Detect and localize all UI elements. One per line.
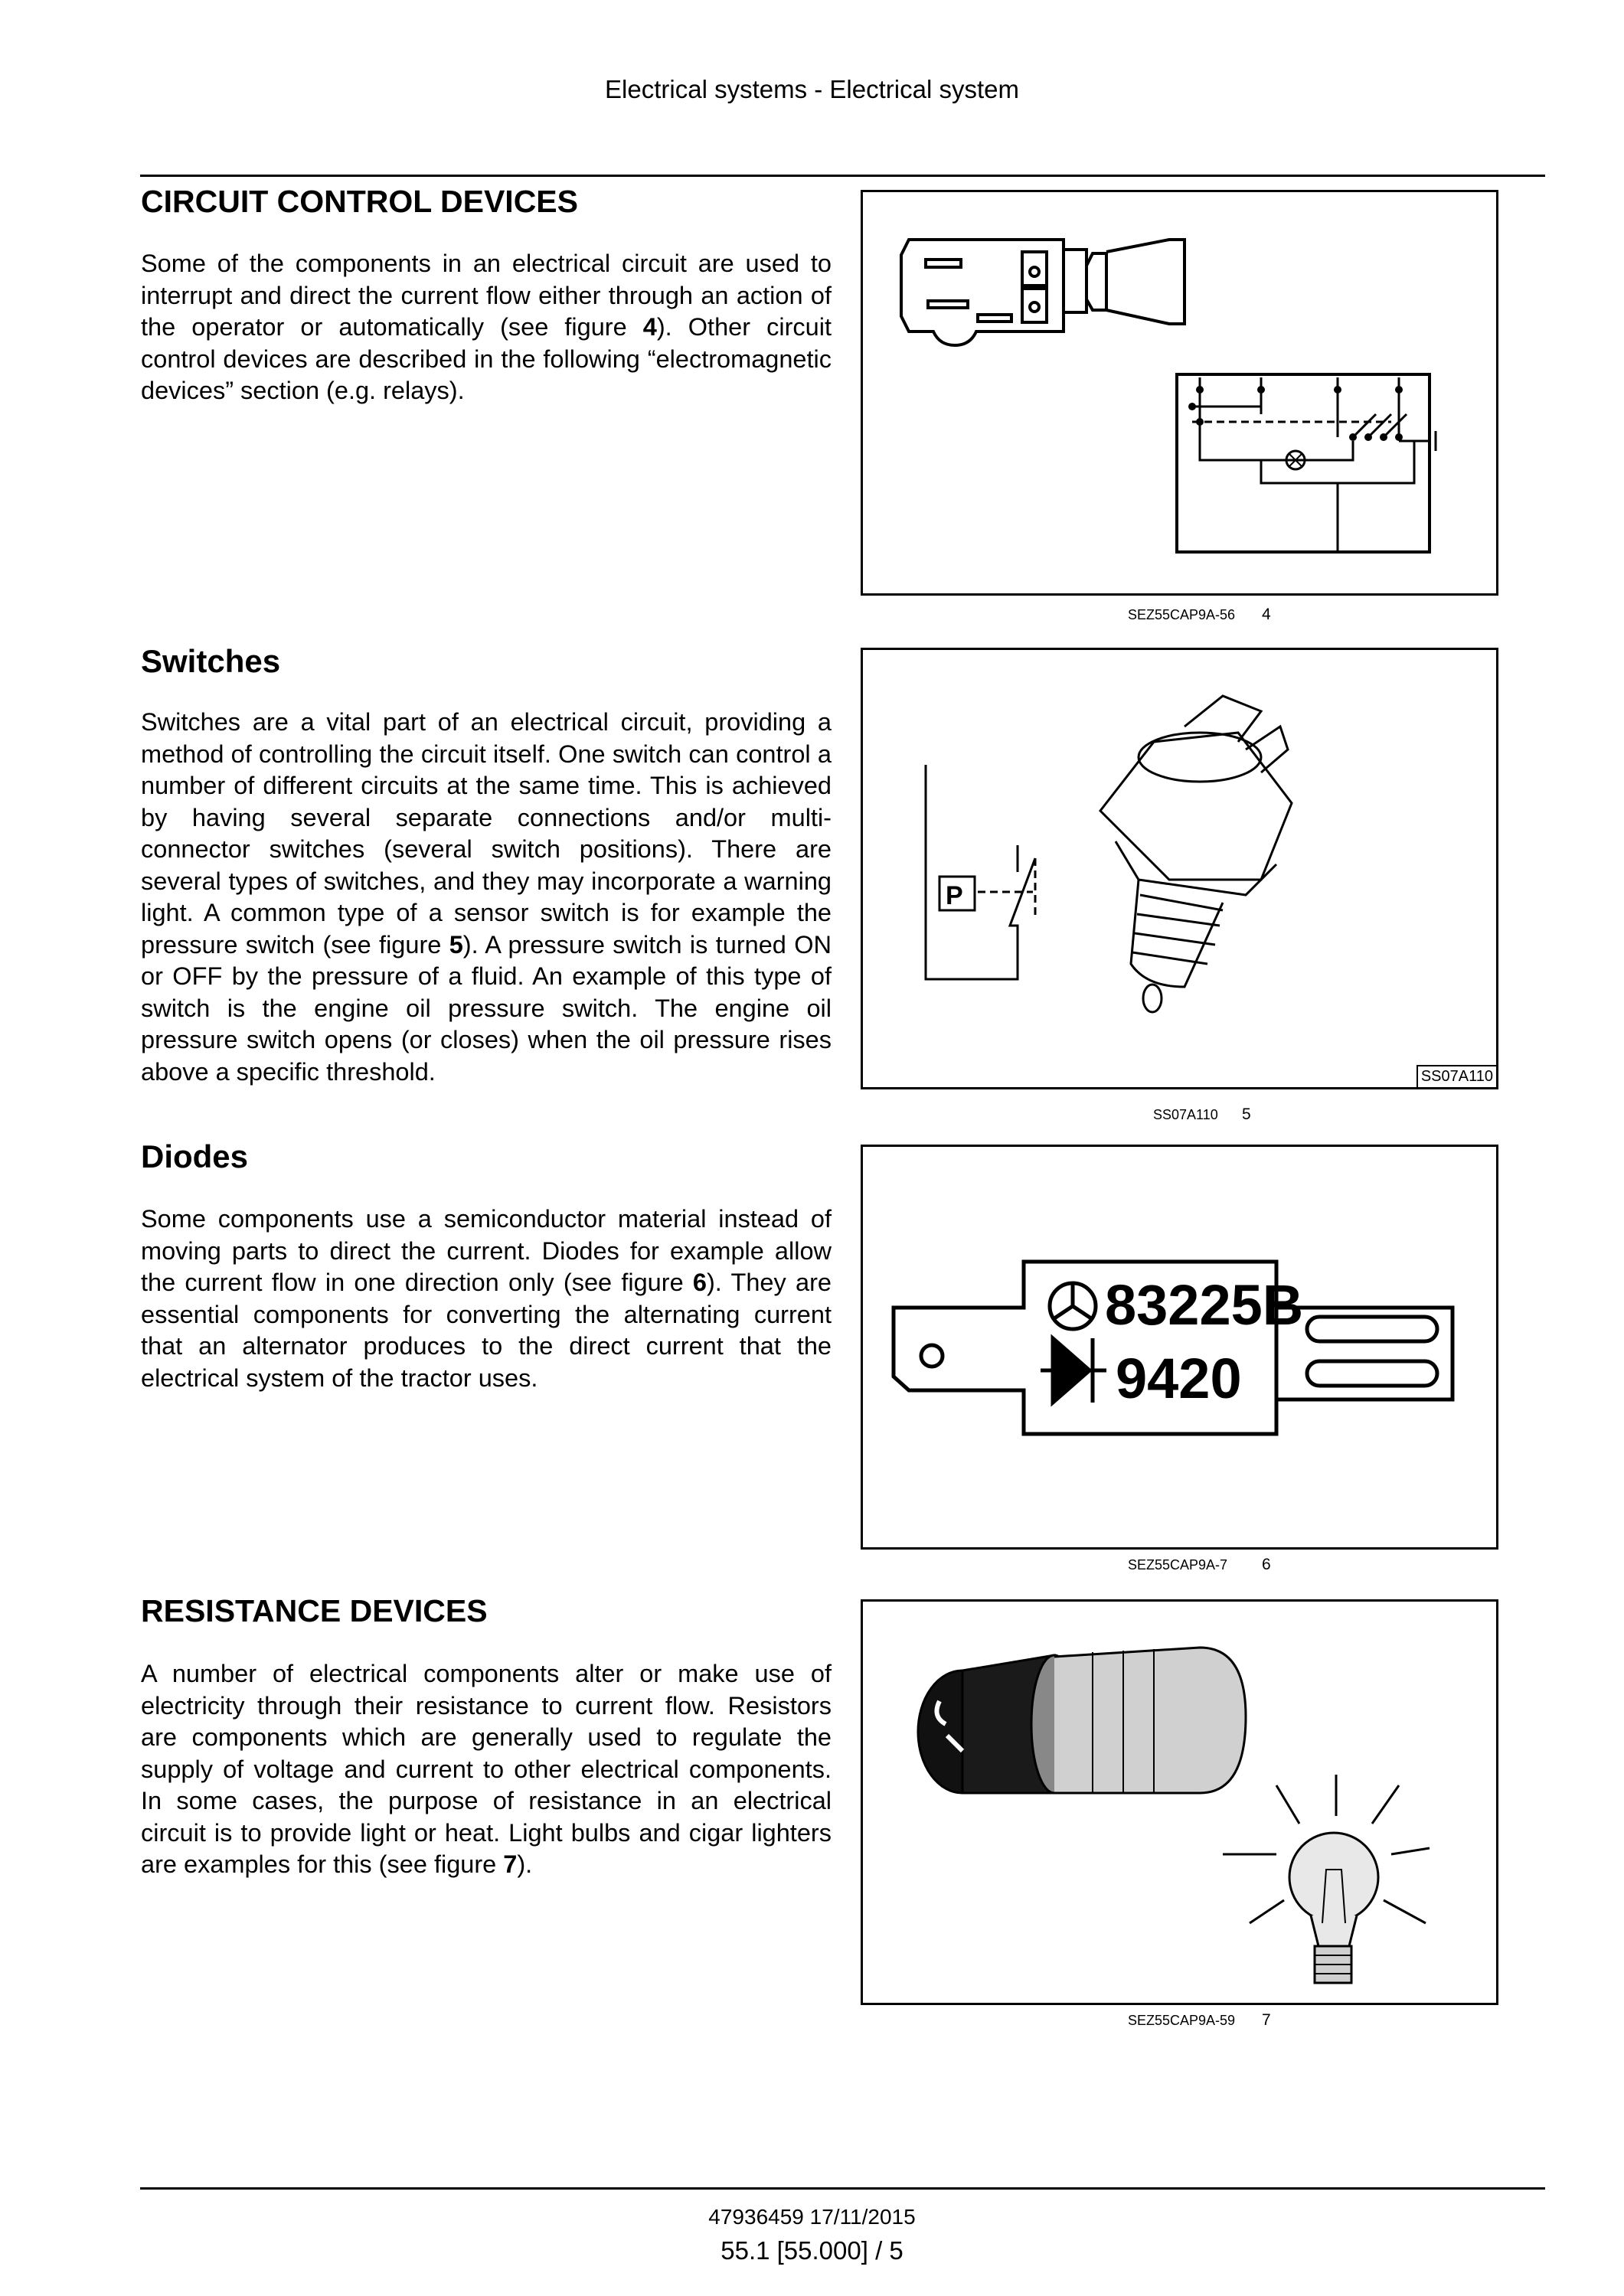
figure-7-code: SEZ55CAP9A-59 xyxy=(1128,2013,1236,2028)
heading-diodes: Diodes xyxy=(141,1138,249,1174)
paragraph-text: A number of electrical components alter or make use of electricity through their resistance to current flow. Resistors are components which are generally used to regulate the supply of voltage and current to other electrical components. In some cases, the purpose of resistance in an electrical circuit is to provide light or heat. Light bulbs and cigar lighters are examples for this (see figure xyxy=(141,1660,832,1878)
figure-5-number: 5 xyxy=(1242,1106,1251,1123)
figure-6-number: 6 xyxy=(1262,1556,1271,1573)
footer-rule xyxy=(140,2187,1545,2190)
figure-5-pressure-switch xyxy=(861,648,1498,1089)
header-rule xyxy=(140,175,1545,177)
figure-6-code: SEZ55CAP9A-7 xyxy=(1128,1557,1228,1573)
figure-reference[interactable]: 5 xyxy=(449,930,463,959)
paragraph-text: ). xyxy=(517,1850,533,1878)
figure-7-lighter-and-bulb xyxy=(861,1599,1498,2005)
paragraph-text: Some of the components in an electrical circuit are used to interrupt and direct the current flow either through an action of the operator or automatically (see figure xyxy=(141,250,832,341)
paragraph-text: ). Other circuit control devices are described in the following “electromagnetic devices” section (e.g. relays). xyxy=(141,313,832,404)
heading-switches: Switches xyxy=(141,643,281,679)
diode-drawing xyxy=(863,1147,1501,1552)
switch-and-circuit-drawing xyxy=(863,192,1501,598)
paragraph-text: Switches are a vital part of an electrical circuit, providing a method of controlling the circuit itself. One switch can control a number of different circuits at the same time. This is achieved by having several separate connections and/or multi-connector switches (several switch positions). There are several types of switches, and they may incorporate a warning light. A common type of a sensor switch is for example the pressure switch (see figure xyxy=(141,708,832,959)
heading-circuit-control-devices: CIRCUIT CONTROL DEVICES xyxy=(141,184,578,219)
paragraph-switches xyxy=(141,707,832,1088)
diode-marking-line1: 83225B xyxy=(1105,1273,1304,1337)
figure-6-diode xyxy=(861,1145,1498,1550)
figure-reference[interactable]: 7 xyxy=(503,1850,518,1878)
diode-marking-line2: 9420 xyxy=(1116,1347,1242,1410)
paragraph-resistance xyxy=(141,1658,832,1881)
lighter-bulb-drawing xyxy=(863,1602,1501,2007)
heading-resistance-devices: RESISTANCE DEVICES xyxy=(141,1593,488,1628)
paragraph-text: ). A pressure switch is turned ON or OFF by the pressure of a fluid. An example of this type of switch is the engine oil pressure switch. The engine oil pressure switch opens (or closes) when the oil pressure rises above a specific threshold. xyxy=(141,930,832,1086)
pressure-switch-drawing xyxy=(863,650,1501,1092)
figure-reference[interactable]: 6 xyxy=(692,1269,707,1296)
figure-4-number: 4 xyxy=(1262,606,1271,623)
paragraph-diodes xyxy=(141,1204,832,1394)
figure-reference[interactable]: 4 xyxy=(642,313,657,341)
paragraph-text: ). They are essential components for converting the alternating current that an alternator produces to the direct current that the electrical system of the tractor uses. xyxy=(141,1269,832,1392)
figure-5-code: SS07A110 xyxy=(1153,1107,1218,1122)
footer-page-number: 55.1 [55.000] / 5 xyxy=(721,2236,903,2265)
footer-document-id: 47936459 17/11/2015 xyxy=(708,2205,916,2229)
figure-5-inner-label: SS07A110 xyxy=(1417,1065,1496,1087)
paragraph-text: Some components use a semiconductor material instead of moving parts to direct the current. Diodes for example allow the current flow in one direction only (see figure xyxy=(141,1205,832,1296)
figure-7-number: 7 xyxy=(1262,2011,1271,2029)
symbol-letter: P xyxy=(946,881,963,910)
figure-4-switch-schematic xyxy=(861,190,1498,596)
figure-4-code: SEZ55CAP9A-56 xyxy=(1128,607,1236,622)
page-header: Electrical systems - Electrical system xyxy=(605,75,1019,103)
paragraph-circuit-control xyxy=(141,248,832,407)
